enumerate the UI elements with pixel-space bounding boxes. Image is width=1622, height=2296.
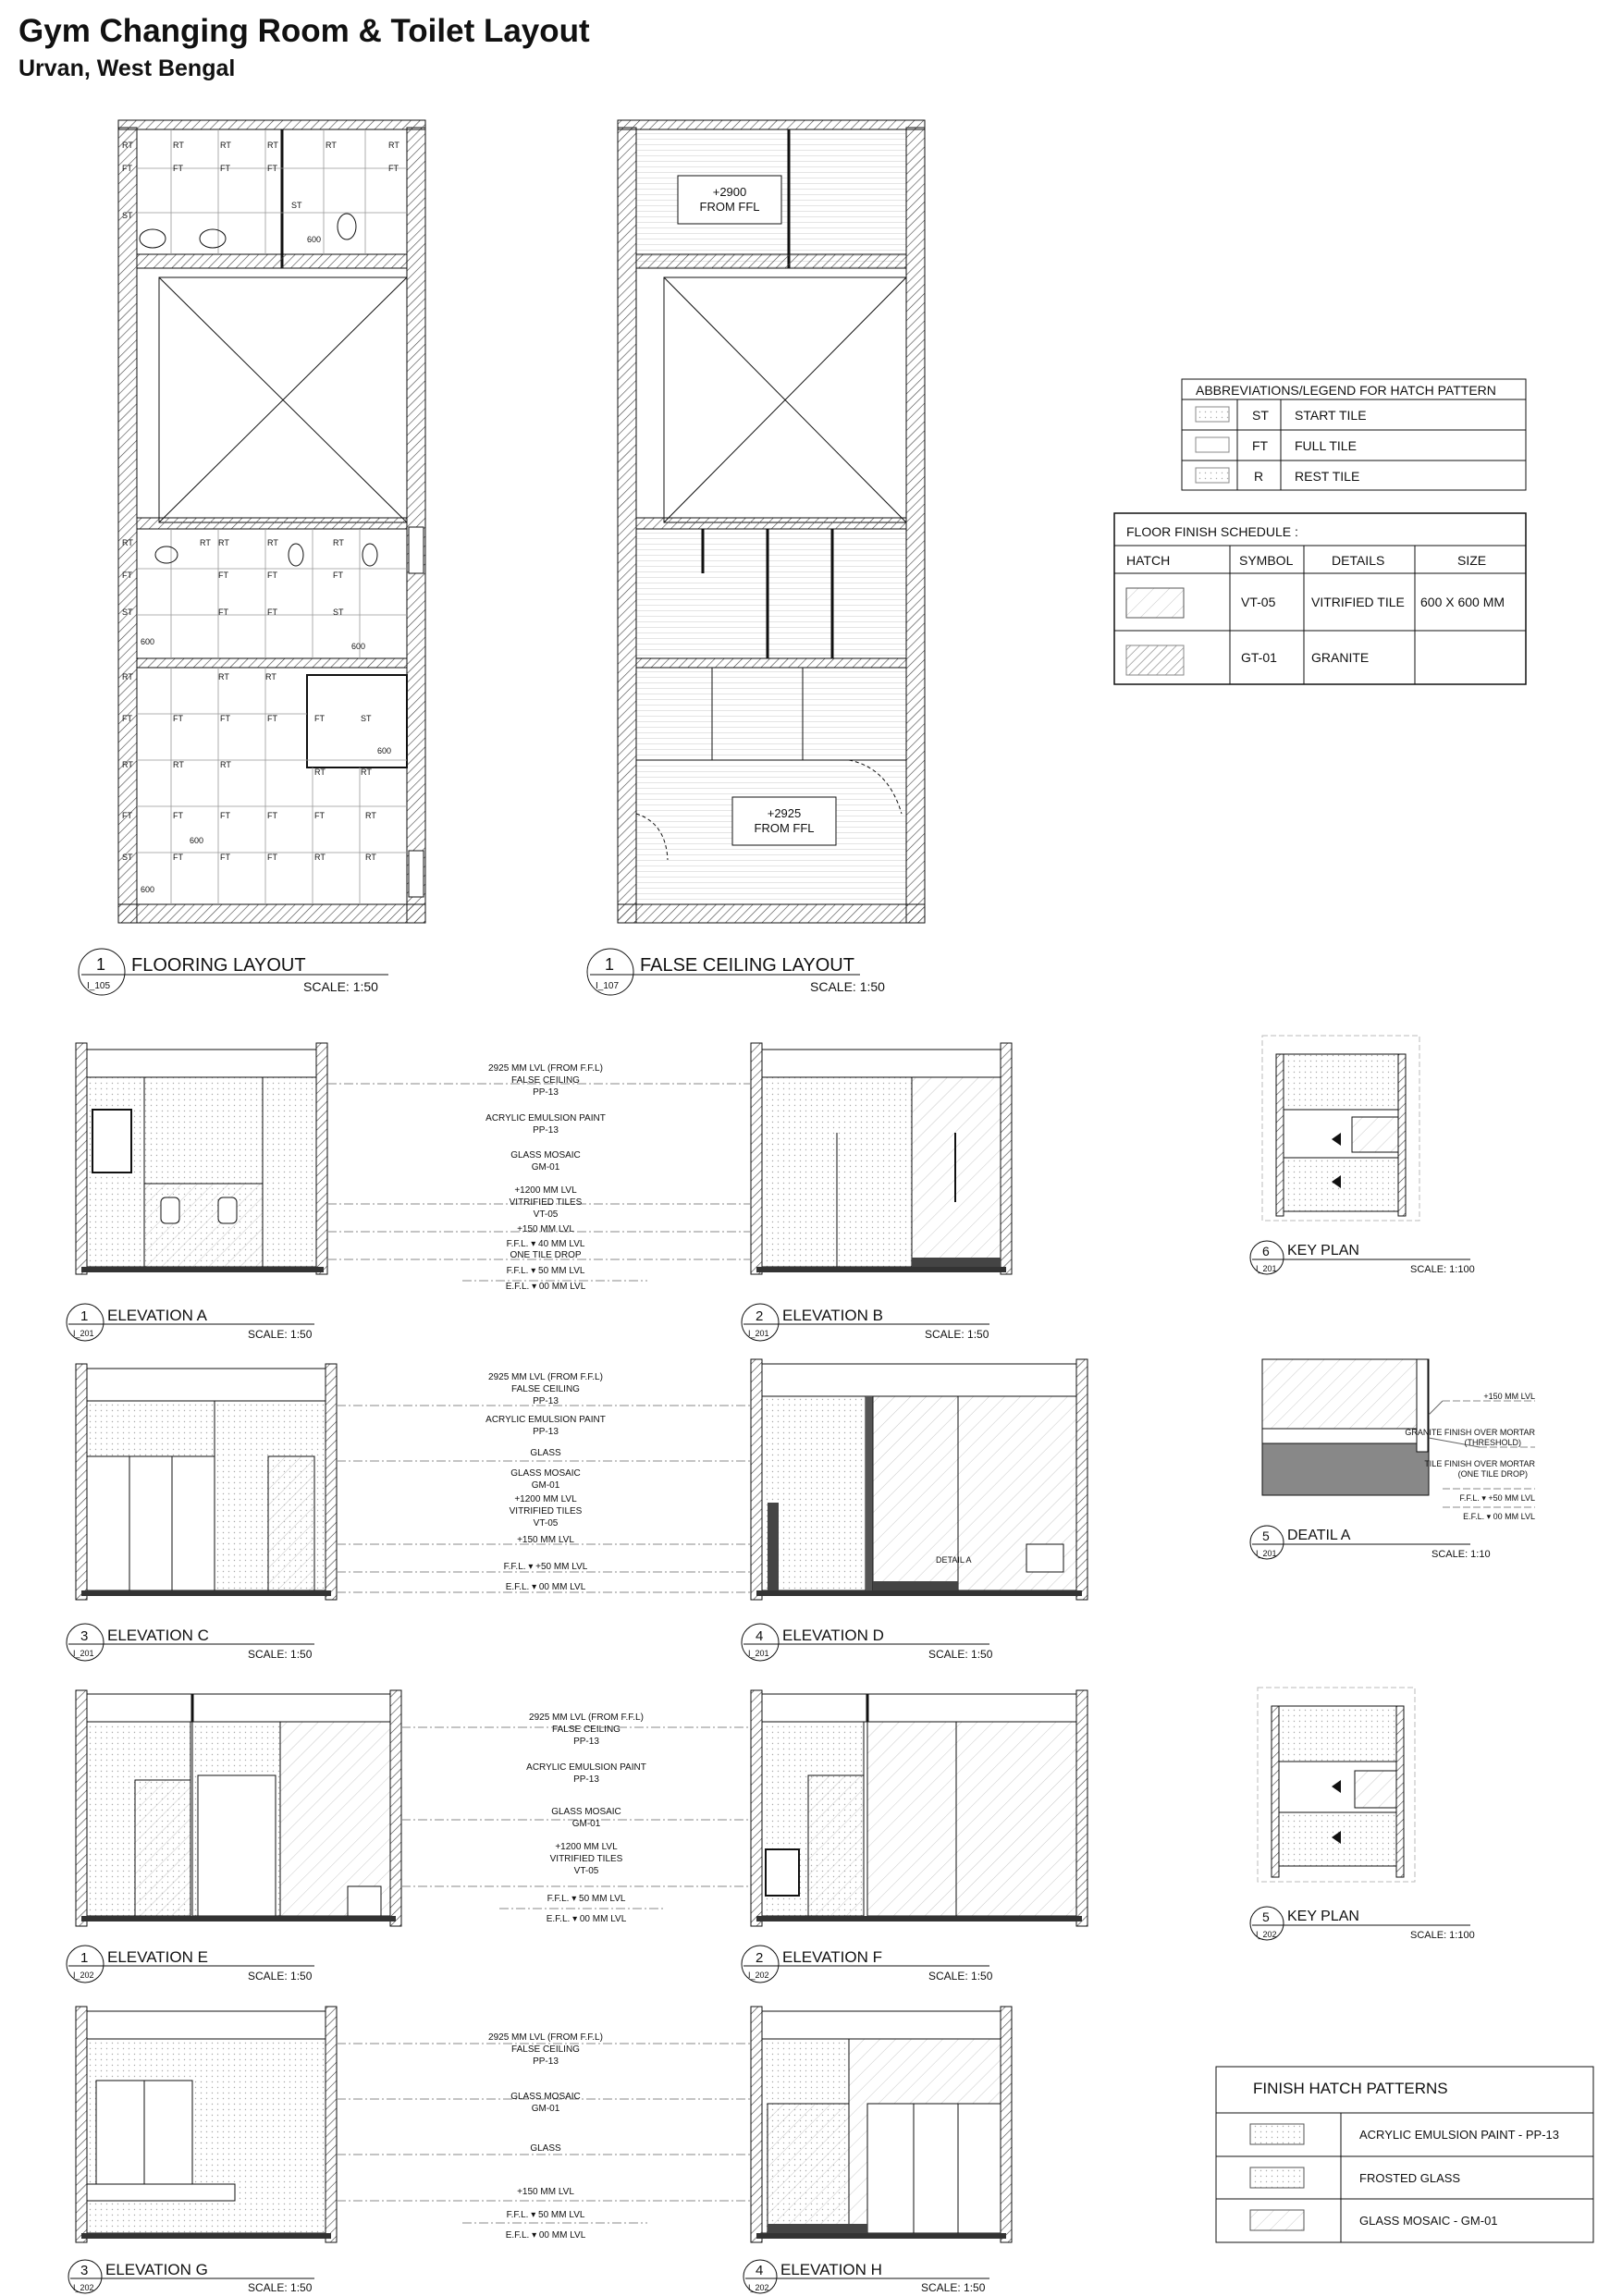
tile-code: FT — [122, 164, 132, 173]
tile-code: FT — [314, 811, 325, 820]
table-title: FINISH HATCH PATTERNS — [1253, 2080, 1448, 2097]
tile-code: RT — [220, 141, 231, 150]
tile-code: FT — [314, 714, 325, 723]
annotation: GLASS — [530, 2143, 561, 2154]
legend-code: FT — [1252, 438, 1269, 453]
elevation-d-drawing — [751, 1359, 1087, 1600]
tag-number: 4 — [756, 1628, 764, 1644]
schedule-symbol: VT-05 — [1241, 595, 1276, 609]
tile-code: FT — [267, 608, 277, 617]
tile-code: FT — [218, 608, 228, 617]
annotation: +150 MM LVL — [517, 2187, 574, 2197]
view-scale: SCALE: 1:50 — [921, 2281, 986, 2294]
view-scale: SCALE: 1:50 — [248, 2281, 313, 2294]
tile-code: RT — [220, 760, 231, 769]
tile-code: RT — [122, 760, 133, 769]
ceiling-level-1: +2900 — [712, 185, 747, 199]
view-title: DEATIL A — [1287, 1528, 1351, 1543]
elevation-b-drawing — [751, 1043, 1012, 1274]
view-scale: SCALE: 1:50 — [928, 1970, 993, 1983]
detail-note: TILE FINISH OVER MORTAR — [1424, 1459, 1535, 1468]
finish-hatch-patterns-table — [1216, 2067, 1593, 2242]
tag-number: 5 — [1262, 1529, 1270, 1543]
annotation: GLASS MOSAIC — [510, 1468, 581, 1479]
tile-code: FT — [220, 853, 230, 862]
hatch-legend-table — [1182, 379, 1526, 490]
tag-ref: I_201 — [748, 1649, 769, 1658]
detail-a-drawing — [1262, 1359, 1535, 1521]
tile-code: FT — [267, 571, 277, 580]
annotation: VT-05 — [533, 1518, 559, 1529]
tag-number: 1 — [96, 955, 106, 974]
annotation: +1200 MM LVL — [555, 1842, 618, 1852]
key-plan-5-drawing — [1258, 1688, 1415, 1882]
tag-number: 1 — [80, 1308, 89, 1324]
annotation: ACRYLIC EMULSION PAINT — [485, 1113, 606, 1123]
view-title: ELEVATION D — [782, 1627, 884, 1644]
annotation: PP-13 — [573, 1737, 599, 1747]
tag-ref: I_201 — [73, 1649, 94, 1658]
elevation-cd-annotations — [337, 1372, 751, 1592]
schedule-size: 600 X 600 MM — [1420, 595, 1505, 609]
tag-number: 2 — [756, 1950, 764, 1966]
elevation-c-tag — [67, 1624, 314, 1661]
tile-dim: 600 — [141, 637, 155, 646]
elevation-e-drawing — [76, 1690, 401, 1926]
legend-label: FULL TILE — [1295, 438, 1357, 453]
elevation-a-drawing — [76, 1043, 327, 1274]
legend-label: REST TILE — [1295, 469, 1360, 484]
view-scale: SCALE: 1:50 — [928, 1648, 993, 1661]
annotation: VITRIFIED TILES — [509, 1197, 583, 1208]
annotation: ACRYLIC EMULSION PAINT — [526, 1762, 646, 1773]
key-plan-6-tag — [1250, 1241, 1475, 1275]
tile-code: FT — [220, 811, 230, 820]
detail-note: GRANITE FINISH OVER MORTAR — [1405, 1428, 1535, 1437]
tile-code: FT — [220, 714, 230, 723]
tag-ref: I_201 — [1256, 1264, 1277, 1273]
tile-code: RT — [122, 538, 133, 547]
tile-code: FT — [173, 811, 183, 820]
annotation: F.F.L. ▾ 50 MM LVL — [506, 2210, 585, 2220]
elevation-h-tag — [743, 2260, 989, 2294]
legend-title: ABBREVIATIONS/LEGEND FOR HATCH PATTERN — [1196, 383, 1496, 398]
tile-code: FT — [173, 853, 183, 862]
annotation: FALSE CEILING — [511, 1075, 580, 1086]
annotation: +150 MM LVL — [517, 1535, 574, 1545]
tag-number: 2 — [756, 1308, 764, 1324]
tile-code: RT — [365, 811, 376, 820]
annotation: E.F.L. ▾ 00 MM LVL — [505, 1582, 586, 1592]
tile-code: RT — [326, 141, 337, 150]
view-title: ELEVATION F — [782, 1948, 883, 1966]
view-scale: SCALE: 1:50 — [303, 979, 378, 994]
ceiling-level-1-ref: FROM FFL — [699, 200, 760, 214]
annotation: 2925 MM LVL (FROM F.F.L) — [488, 1063, 603, 1074]
schedule-header: SYMBOL — [1239, 553, 1294, 568]
annotation: GM-01 — [571, 1819, 601, 1829]
detail-a-tag — [1250, 1526, 1491, 1560]
view-scale: SCALE: 1:50 — [248, 1648, 313, 1661]
ceiling-level-2-ref: FROM FFL — [754, 821, 815, 835]
tile-code: RT — [218, 538, 229, 547]
view-title: ELEVATION H — [780, 2261, 882, 2278]
tile-code: ST — [333, 608, 344, 617]
schedule-header: HATCH — [1126, 553, 1171, 568]
tile-code: FT — [173, 164, 183, 173]
flooring-layout-tag — [79, 949, 388, 995]
tile-code: RT — [314, 767, 326, 777]
tile-dim: 600 — [190, 836, 204, 845]
elevation-f-drawing — [751, 1690, 1087, 1926]
annotation: E.F.L. ▾ 00 MM LVL — [505, 2230, 586, 2241]
tag-ref: I_105 — [87, 981, 111, 991]
tag-ref: I_107 — [596, 981, 620, 991]
annotation: F.F.L. ▾ 50 MM LVL — [506, 1266, 585, 1276]
tile-code: RT — [365, 853, 376, 862]
tile-code: FT — [267, 853, 277, 862]
schedule-header: DETAILS — [1332, 553, 1385, 568]
annotation: 2925 MM LVL (FROM F.F.L) — [488, 2032, 603, 2043]
ceiling-level-2: +2925 — [767, 806, 802, 820]
annotation: GM-01 — [531, 2104, 560, 2114]
annotation: ONE TILE DROP — [510, 1250, 582, 1260]
elevation-f-tag — [742, 1946, 993, 1983]
annotation: ACRYLIC EMULSION PAINT — [485, 1415, 606, 1425]
tile-code: RT — [218, 672, 229, 681]
tile-code: FT — [122, 811, 132, 820]
annotation: +1200 MM LVL — [514, 1494, 577, 1504]
view-title: ELEVATION G — [105, 2261, 208, 2278]
tile-code: FT — [220, 164, 230, 173]
tile-code: FT — [122, 571, 132, 580]
elevation-ef-annotations — [401, 1713, 751, 1924]
tile-dim: 600 — [351, 642, 366, 651]
tile-code: RT — [173, 141, 184, 150]
detail-note: +150 MM LVL — [1483, 1392, 1535, 1401]
annotation: +1200 MM LVL — [514, 1185, 577, 1196]
legend-label: START TILE — [1295, 408, 1367, 423]
tile-code: RT — [333, 538, 344, 547]
tag-number: 3 — [80, 2263, 89, 2278]
tile-code: FT — [267, 811, 277, 820]
annotation: E.F.L. ▾ 00 MM LVL — [505, 1282, 586, 1292]
tile-code: RT — [267, 141, 278, 150]
tag-number: 1 — [80, 1950, 89, 1966]
tile-code: RT — [173, 760, 184, 769]
annotation: GLASS MOSAIC — [510, 1150, 581, 1160]
annotation: F.F.L. ▾ +50 MM LVL — [503, 1562, 588, 1572]
view-scale: SCALE: 1:10 — [1432, 1549, 1491, 1560]
tag-number: 1 — [605, 955, 615, 974]
view-title: KEY PLAN — [1287, 1243, 1359, 1259]
annotation: PP-13 — [533, 1427, 559, 1437]
key-plan-5-tag — [1250, 1907, 1475, 1941]
view-scale: SCALE: 1:50 — [248, 1970, 313, 1983]
view-title: ELEVATION E — [107, 1948, 208, 1966]
annotation: +150 MM LVL — [517, 1224, 574, 1234]
view-scale: SCALE: 1:50 — [925, 1328, 989, 1341]
legend-code: ST — [1252, 408, 1269, 423]
annotation: FALSE CEILING — [552, 1725, 621, 1735]
elevation-b-tag — [742, 1304, 989, 1341]
elevation-h-drawing — [751, 2007, 1012, 2242]
tag-ref: I_201 — [1256, 1549, 1277, 1558]
tag-ref: I_202 — [73, 2283, 94, 2292]
tile-code: FT — [267, 164, 277, 173]
schedule-symbol: GT-01 — [1241, 650, 1277, 665]
pattern-label: FROSTED GLASS — [1359, 2171, 1461, 2185]
view-title: KEY PLAN — [1287, 1909, 1359, 1924]
tile-code: RT — [200, 538, 211, 547]
elevation-g-tag — [68, 2260, 314, 2294]
annotation: PP-13 — [533, 1125, 559, 1136]
annotation: VITRIFIED TILES — [549, 1854, 623, 1864]
false-ceiling-plan — [618, 120, 925, 923]
tag-ref: I_201 — [73, 1329, 94, 1338]
view-title: ELEVATION B — [782, 1307, 883, 1324]
annotation: E.F.L. ▾ 00 MM LVL — [546, 1914, 627, 1924]
tile-code: RT — [314, 853, 326, 862]
pattern-label: GLASS MOSAIC - GM-01 — [1359, 2214, 1498, 2228]
tile-code: FT — [173, 714, 183, 723]
annotation: PP-13 — [533, 1087, 559, 1098]
annotation: GLASS — [530, 1448, 561, 1458]
annotation: 2925 MM LVL (FROM F.F.L) — [529, 1713, 644, 1723]
annotation: FALSE CEILING — [511, 1384, 580, 1394]
view-title: ELEVATION A — [107, 1307, 208, 1324]
tile-dim: 600 — [141, 885, 155, 894]
tag-number: 5 — [1262, 1909, 1270, 1924]
annotation: 2925 MM LVL (FROM F.F.L) — [488, 1372, 603, 1382]
tag-number: 6 — [1262, 1244, 1270, 1259]
schedule-title: FLOOR FINISH SCHEDULE : — [1126, 524, 1298, 539]
tile-code: ST — [361, 714, 372, 723]
annotation: GM-01 — [531, 1162, 560, 1173]
annotation: GM-01 — [531, 1480, 560, 1491]
elevation-ab-annotations — [327, 1063, 751, 1292]
view-title: ELEVATION C — [107, 1627, 209, 1644]
tile-code: ST — [122, 211, 133, 220]
tag-ref: I_202 — [748, 1971, 769, 1980]
annotation: PP-13 — [533, 1396, 559, 1406]
tile-code: RT — [267, 538, 278, 547]
elevation-c-drawing — [76, 1364, 337, 1600]
page-title: Gym Changing Room & Toilet Layout — [18, 13, 590, 49]
elevation-d-tag — [742, 1624, 993, 1661]
flooring-layout-plan — [118, 120, 425, 923]
view-scale: SCALE: 1:100 — [1410, 1930, 1475, 1941]
page-subtitle: Urvan, West Bengal — [18, 55, 236, 81]
elevation-gh-annotations — [337, 2032, 751, 2241]
elevation-g-drawing — [76, 2007, 337, 2242]
elevation-a-tag — [67, 1304, 314, 1341]
false-ceiling-tag — [587, 949, 885, 995]
tile-code: RT — [122, 141, 133, 150]
tag-ref: I_202 — [1256, 1930, 1277, 1939]
tile-code: RT — [265, 672, 276, 681]
tile-code: FT — [267, 714, 277, 723]
detail-note: (ONE TILE DROP) — [1457, 1469, 1528, 1479]
floor-finish-schedule — [1114, 513, 1526, 684]
tag-number: 3 — [80, 1628, 89, 1644]
tile-code: ST — [291, 201, 302, 210]
view-title: FALSE CEILING LAYOUT — [640, 955, 854, 976]
elevation-e-tag — [67, 1946, 314, 1983]
tile-code: RT — [388, 141, 399, 150]
tile-code: FT — [333, 571, 343, 580]
tag-ref: I_202 — [73, 1971, 94, 1980]
tile-code: RT — [122, 672, 133, 681]
detail-note: F.F.L. ▾ +50 MM LVL — [1459, 1493, 1535, 1503]
tile-code: FT — [218, 571, 228, 580]
annotation: F.F.L. ▾ 50 MM LVL — [547, 1894, 626, 1904]
tile-dim: 600 — [377, 746, 392, 755]
legend-code: R — [1254, 469, 1264, 484]
annotation: VT-05 — [573, 1866, 599, 1876]
pattern-label: ACRYLIC EMULSION PAINT - PP-13 — [1359, 2128, 1560, 2142]
tile-code: ST — [122, 853, 133, 862]
view-scale: SCALE: 1:50 — [248, 1328, 313, 1341]
annotation: PP-13 — [533, 2057, 559, 2067]
annotation: F.F.L. ▾ 40 MM LVL — [506, 1239, 585, 1249]
annotation: VT-05 — [533, 1209, 559, 1220]
schedule-details: GRANITE — [1311, 650, 1370, 665]
annotation: GLASS MOSAIC — [551, 1807, 621, 1817]
annotation: PP-13 — [573, 1774, 599, 1785]
detail-a-callout: DETAIL A — [936, 1555, 972, 1565]
tile-code: ST — [122, 608, 133, 617]
tile-code: FT — [388, 164, 399, 173]
view-scale: SCALE: 1:50 — [810, 979, 885, 994]
schedule-details: VITRIFIED TILE — [1311, 595, 1405, 609]
annotation: GLASS MOSAIC — [510, 2092, 581, 2102]
annotation: VITRIFIED TILES — [509, 1506, 583, 1516]
tile-dim: 600 — [307, 235, 322, 244]
tag-number: 4 — [756, 2263, 764, 2278]
tag-ref: I_201 — [748, 1329, 769, 1338]
detail-note: E.F.L. ▾ 00 MM LVL — [1463, 1512, 1535, 1521]
key-plan-6-drawing — [1262, 1036, 1419, 1221]
tile-code: FT — [122, 714, 132, 723]
tag-ref: I_202 — [748, 2283, 769, 2292]
schedule-header: SIZE — [1457, 553, 1487, 568]
annotation: FALSE CEILING — [511, 2044, 580, 2055]
view-title: FLOORING LAYOUT — [131, 955, 306, 976]
detail-note: (THRESHOLD) — [1464, 1438, 1521, 1447]
view-scale: SCALE: 1:100 — [1410, 1264, 1475, 1275]
tile-code: RT — [361, 767, 372, 777]
